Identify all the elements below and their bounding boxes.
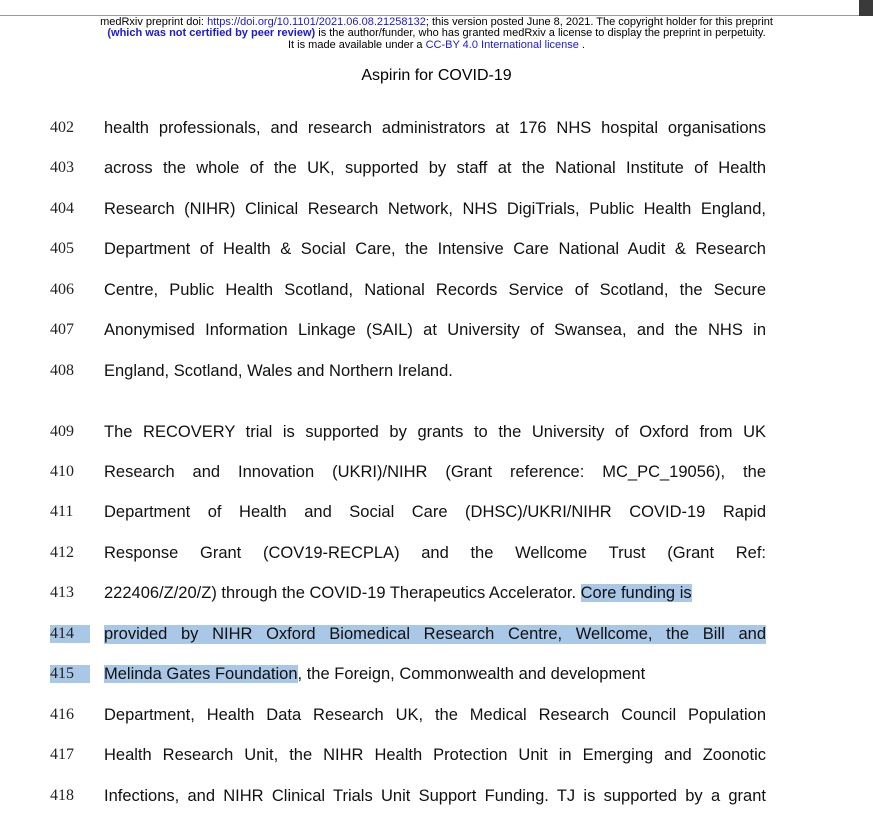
notice-license-grant: is the author/funder, who has granted medRxiv a license to display the preprint in perpetuity. [315,27,766,39]
line-text[interactable]: Health Research Unit, the NIHR Health Protection Unit in Emerging and Zoonotic [104,746,766,764]
text-line [0,159,873,199]
line-text[interactable]: Department of Health and Social Care (DHSC)/UKRI/NIHR COVID-19 Rapid [104,503,766,521]
text-line [0,503,873,543]
line-number: 405 [50,240,74,257]
line-text[interactable]: health professionals, and research administrators at 176 NHS hospital organisations [104,119,766,137]
line-number: 407 [50,321,74,338]
line-number: 414 [50,625,90,643]
selected-text: Melinda Gates Foundation [104,665,298,683]
text-line [0,625,873,665]
line-number: 411 [50,503,74,520]
line-text[interactable]: Research (NIHR) Clinical Research Network, NHS DigiTrials, Public Health England, [104,200,766,218]
text-line [0,665,873,705]
running-title: Aspirin for COVID-19 [361,67,512,84]
text-line [0,544,873,584]
notice-end: . [578,39,585,51]
line-text[interactable]: Centre, Public Health Scotland, National Records Service of Scotland, the Secure [104,281,766,299]
line-number: 409 [50,423,74,440]
line-number: 408 [50,362,74,379]
doi-link[interactable]: https://doi.org/10.1101/2021.06.08.21258132 [207,16,426,28]
line-text[interactable] [104,665,766,684]
notice-availability: It is made available under a [288,39,426,51]
text-line [0,281,873,321]
text-line [0,362,873,402]
line-text-plain: 222406/Z/20/Z) through the COVID-19 Therapeutics Accelerator. [104,584,581,602]
line-text[interactable]: Response Grant (COV19-RECPLA) and the Wellcome Trust (Grant Ref: [104,544,766,562]
preprint-notice-line-3 [0,40,873,51]
notice-prefix: medRxiv preprint doi: [100,16,208,28]
selected-text[interactable]: provided by NIHR Oxford Biomedical Research Centre, Wellcome, the Bill and [104,625,766,643]
line-number: 410 [50,463,74,480]
text-line [0,746,873,786]
text-line [0,119,873,159]
selected-text: Core funding is [580,584,692,602]
line-number: 404 [50,200,74,217]
line-text-plain: , the Foreign, Commonwealth and development [297,665,646,683]
line-text[interactable]: Anonymised Information Linkage (SAIL) at University of Swansea, and the NHS in [104,321,766,339]
text-line [0,423,873,463]
text-line [0,463,873,503]
line-text[interactable]: England, Scotland, Wales and Northern Ireland. [104,362,453,380]
line-text[interactable]: Infections, and NIHR Clinical Trials Unit Support Funding. TJ is supported by a grant [104,787,766,805]
viewer-top-bar [0,0,873,16]
text-line [0,200,873,240]
text-line [0,706,873,746]
line-number: 403 [50,159,74,176]
line-number: 406 [50,281,74,298]
line-number: 402 [50,119,74,136]
line-number: 412 [50,544,74,561]
preprint-notice-line-2 [0,28,873,39]
line-text[interactable]: Department, Health Data Research UK, the Medical Research Council Population [104,706,766,724]
line-text[interactable]: Department of Health & Social Care, the Intensive Care National Audit & Research [104,240,766,258]
line-number: 416 [50,706,74,723]
line-number: 413 [50,584,74,601]
line-text[interactable]: Research and Innovation (UKRI)/NIHR (Grant reference: MC_PC_19056), the [104,463,766,481]
line-text[interactable]: across the whole of the UK, supported by staff at the National Institute of Health [104,159,766,177]
notice-version: ; this version posted June 8, 2021. The copyright holder for this preprint [425,16,773,28]
license-link[interactable]: CC-BY 4.0 International license [425,39,579,51]
line-number: 418 [50,787,74,804]
text-line [0,321,873,361]
line-number: 415 [50,665,90,683]
viewer-scroll-corner [859,0,873,16]
peer-review-note: (which was not certified by peer review) [107,27,316,39]
text-line [0,584,873,624]
line-number: 417 [50,746,74,763]
line-text[interactable] [104,584,766,603]
text-line [0,787,873,827]
text-line [0,240,873,280]
line-text[interactable]: The RECOVERY trial is supported by grants to the University of Oxford from UK [104,423,766,441]
